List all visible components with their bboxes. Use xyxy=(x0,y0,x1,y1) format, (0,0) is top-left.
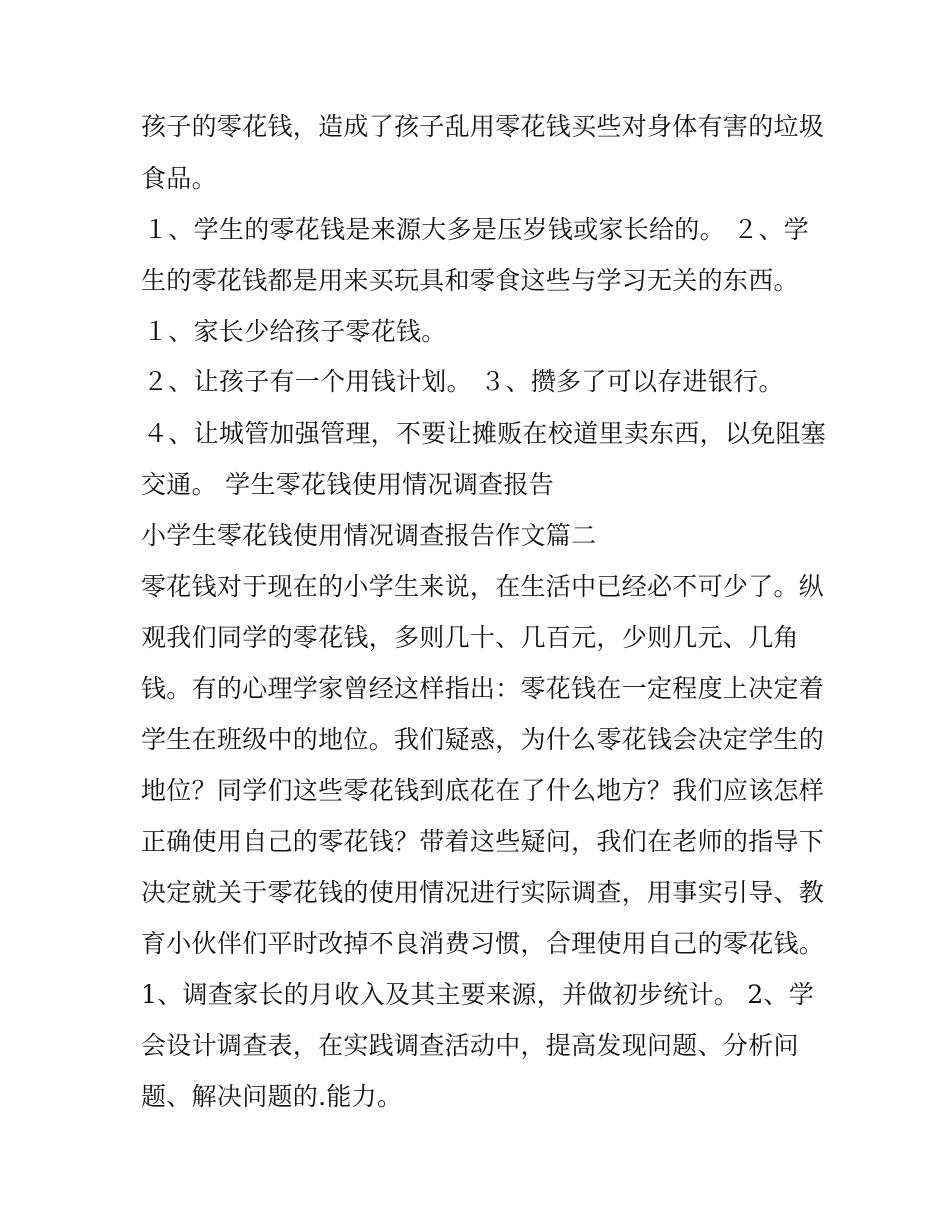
text-line: ４、让城管加强管理，不要让摊贩在校道里卖东西，以免阻塞 xyxy=(143,419,827,448)
text-line: 育小伙伴们平时改掉不良消费习惯，合理使用自己的零花钱。 xyxy=(141,929,825,958)
text-line: 观我们同学的零花钱，多则几十、几百元，少则几元、几角 xyxy=(141,623,799,652)
text-line: 地位？同学们这些零花钱到底花在了什么地方？我们应该怎样 xyxy=(141,776,825,805)
text-line: 正确使用自己的零花钱？带着这些疑问，我们在老师的指导下 xyxy=(141,827,825,856)
text-line: 零花钱对于现在的小学生来说，在生活中已经必不可少了。纵 xyxy=(141,572,825,601)
text-line: 钱。有的心理学家曾经这样指出：零花钱在一定程度上决定着 xyxy=(141,674,825,703)
section-heading: 小学生零花钱使用情况调查报告作文篇二 xyxy=(141,521,597,550)
text-line: 会设计调查表，在实践调查活动中，提高发现问题、分析问 xyxy=(141,1031,799,1060)
text-line: ２、让孩子有一个用钱计划。 ３、攒多了可以存进银行。 xyxy=(143,367,784,396)
text-line: 生的零花钱都是用来买玩具和零食这些与学习无关的东西。 xyxy=(141,266,799,295)
text-line: １、家长少给孩子零花钱。 xyxy=(143,317,447,346)
text-line: 学生在班级中的地位。我们疑惑，为什么零花钱会决定学生的 xyxy=(141,725,825,754)
text-line: 交通。 学生零花钱使用情况调查报告 xyxy=(141,470,555,499)
text-line: 孩子的零花钱，造成了孩子乱用零花钱买些对身体有害的垃圾 xyxy=(141,112,825,141)
text-line: 决定就关于零花钱的使用情况进行实际调查，用事实引导、教 xyxy=(141,878,825,907)
text-line: 食品。 xyxy=(141,164,217,193)
text-line: 1、调查家长的月收入及其主要来源，并做初步统计。 2、学 xyxy=(141,980,815,1009)
text-line: 题、解决问题的.能力。 xyxy=(141,1082,403,1111)
text-line: １、学生的零花钱是来源大多是压岁钱或家长给的。 ２、学 xyxy=(143,215,810,244)
